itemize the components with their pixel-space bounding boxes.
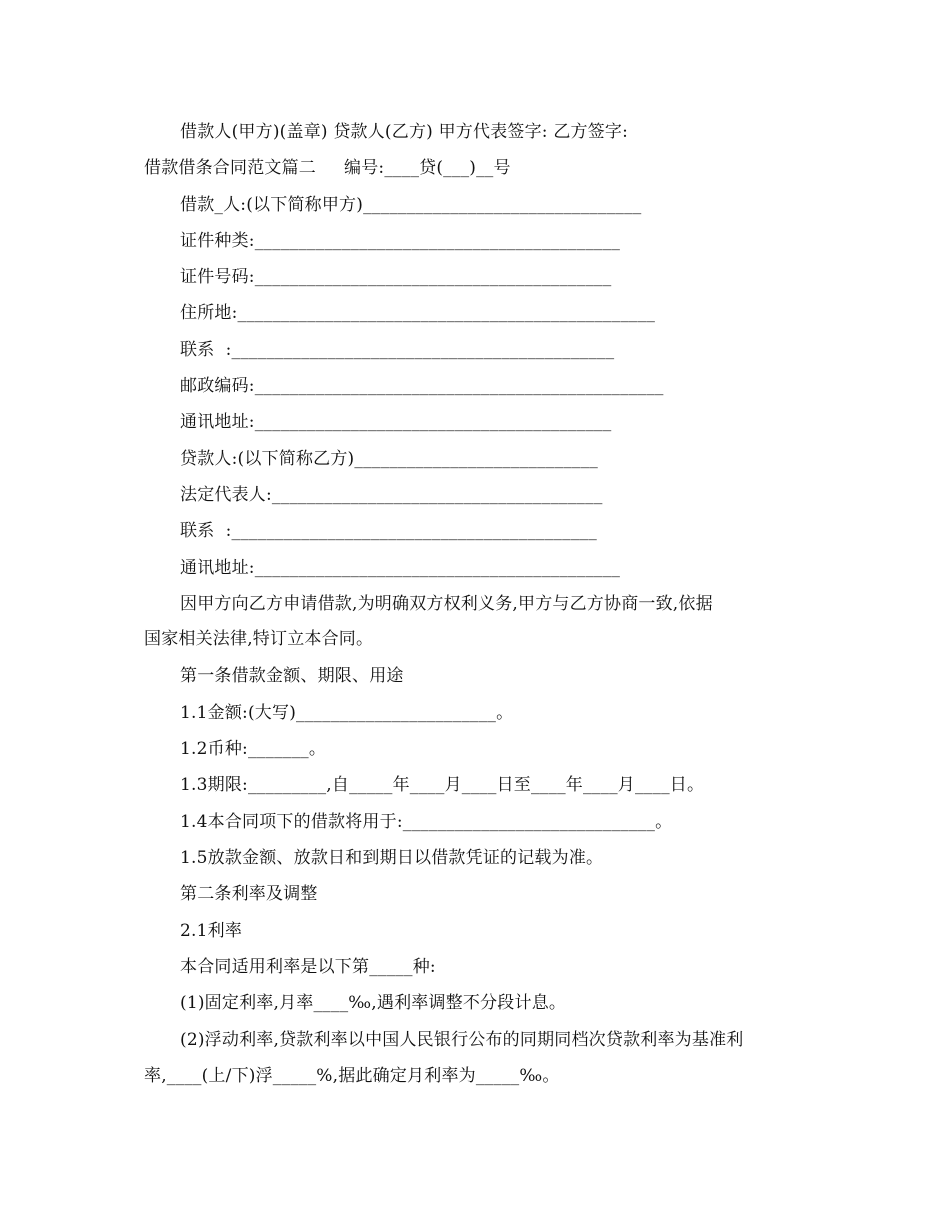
preamble-line-2: 国家相关法律,特订立本合同。	[144, 629, 374, 649]
floating-rate-option-line-1: (2)浮动利率,贷款利率以中国人民银行公布的同期同档次贷款利率为基准利	[180, 1030, 744, 1050]
floating-rate-option-line-2: 率,____(上/下)浮_____%,据此确定月利率为_____‰。	[144, 1066, 560, 1086]
lender-contact-field: 联系 :__________________________________________	[180, 521, 597, 541]
preamble-line-1: 因甲方向乙方申请借款,为明确双方权利义务,甲方与乙方协商一致,依据	[180, 594, 713, 614]
signature-line: 借款人(甲方)(盖章) 贷款人(乙方) 甲方代表签字: 乙方签字:	[180, 122, 629, 142]
article-2-heading: 第二条利率及调整	[180, 884, 318, 904]
clause-1-4: 1.4本合同项下的借款将用于:_____________________________。	[180, 812, 673, 832]
borrower-field: 借款_人:(以下简称甲方)________________________________	[180, 195, 642, 215]
lender-field: 贷款人:(以下简称乙方)____________________________	[180, 449, 598, 469]
contact-field: 联系 :____________________________________________	[180, 340, 615, 360]
article-1-heading: 第一条借款金额、期限、用途	[180, 666, 404, 686]
clause-2-1: 2.1利率	[180, 921, 243, 941]
clause-1-5: 1.5放款金额、放款日和到期日以借款凭证的记载为准。	[180, 848, 604, 868]
clause-1-2: 1.2币种:_______。	[180, 739, 327, 759]
clause-1-3: 1.3期限:_________,自_____年____月____日至____年____月____日。	[180, 775, 705, 795]
legal-representative-field: 法定代表人:______________________________________	[180, 485, 603, 505]
clause-1-1: 1.1金额:(大写)_______________________。	[180, 703, 514, 723]
residence-field: 住所地:________________________________________________	[180, 303, 656, 323]
rate-choice: 本合同适用利率是以下第_____种:	[180, 957, 436, 977]
contract-title: 借款借条合同范文篇二 编号:____贷(___)__号	[144, 158, 511, 178]
postal-code-field: 邮政编码:_______________________________________________	[180, 376, 664, 396]
mailing-address-field: 通讯地址:_________________________________________	[180, 412, 612, 432]
lender-mailing-address-field: 通讯地址:__________________________________________	[180, 558, 621, 578]
id-type-field: 证件种类:__________________________________________	[180, 231, 621, 251]
id-number-field: 证件号码:_________________________________________	[180, 267, 612, 287]
fixed-rate-option: (1)固定利率,月率____‰,遇利率调整不分段计息。	[180, 993, 567, 1013]
